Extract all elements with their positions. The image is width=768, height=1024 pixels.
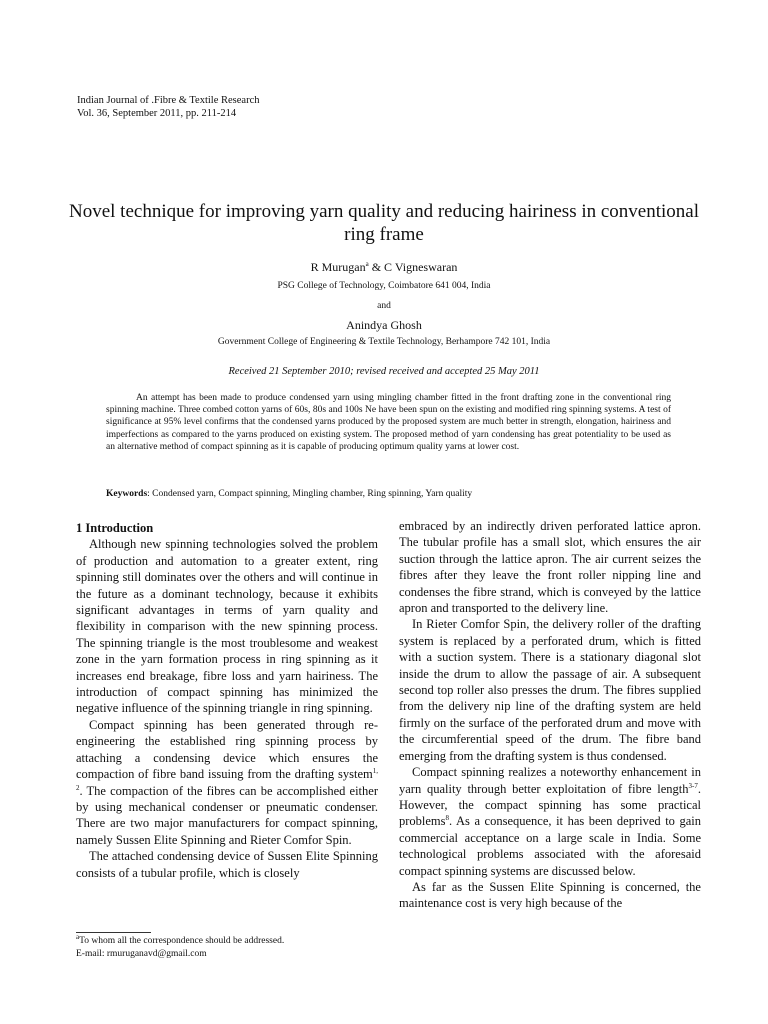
- paragraph: Although new spinning technologies solved the problem of production and automation to a greater extent, ring spinning still dominates over the others and will continue in the future as a dominant technology, because it exhibits significant advantages in terms of yarn quality and flexibility in comparison with the new spinning process. The spinning triangle is the most troublesome and weakest zone in the yarn formation process in ring spinning as it increases end breakage, fibre loss and yarn hairiness. The introduction of compact spinning has minimized the negative influence of the spinning triangle in ring spinning.: [76, 537, 378, 716]
- footnote-divider: [76, 932, 151, 933]
- affiliation: Government College of Engineering & Textile Technology, Berhampore 742 101, India: [217, 337, 551, 347]
- keywords-text: : Condensed yarn, Compact spinning, Mingling chamber, Ring spinning, Yarn quality: [147, 489, 473, 499]
- received-dates: Received 21 September 2010; revised received and accepted 25 May 2011: [228, 366, 540, 377]
- citation: 3-7: [688, 781, 698, 790]
- journal-citation: [77, 94, 259, 120]
- footnote-mark: a: [76, 932, 80, 941]
- article-title: Novel technique for improving yarn quality and reducing hairiness in conventional ring frame: [69, 201, 699, 245]
- affiliation: PSG College of Technology, Coimbatore 641 004, India: [277, 281, 491, 291]
- text-column-right: [399, 518, 701, 912]
- author-name: R Murugan: [310, 260, 366, 274]
- paragraph: In Rieter Comfor Spin, the delivery roller of the drafting system is replaced by a perforated drum, which is fitted with a suction system. There is a stationary diagonal slot inside the drum to allow the passage of air. A subsequent second top roller also presses the drum. The fibres supplied from the delivery nip line of the drafting system are held firmly on the surface of the perforated drum and move with the circumferential speed of the drum. The fibre band emerging from the drafting system is thus condensed.: [399, 617, 701, 763]
- paragraph-text: Compact spinning realizes a noteworthy enhancement in yarn quality through better exploitation of fibre length: [399, 765, 701, 796]
- author-footnote-mark: a: [365, 260, 369, 268]
- citation: 8: [445, 814, 450, 823]
- paragraph-text: . The compaction of the fibres can be accomplished either by using mechanical condenser or pneumatic condenser. There are two major manufacturers for compact spinning, namely Sussen Elite Spinning and Rieter Comfor Spin.: [76, 783, 378, 847]
- keywords-label: Keywords: [106, 489, 148, 499]
- author-separator: &: [368, 260, 385, 274]
- paragraph: embraced by an indirectly driven perforated lattice apron. The tubular profile has a small slot, which ensures the air suction through the lattice apron. The air current seizes the fibres after they leave the front roller nipping line and condenses the fibre strand, which is conveyed by the lattice apron and transported to the delivery line.: [399, 519, 701, 616]
- paragraph-text: Compact spinning has been generated through re-engineering the established ring spinning process by attaching a condensing device which ensures the compaction of fibre band issuing from the drafting system: [76, 717, 378, 782]
- abstract: An attempt has been made to produce condensed yarn using mingling chamber fitted in the front drafting zone in the conventional ring spinning machine. Three combed cotton yarns of 60s, 80s and 100s Ne have been spun on the existing and modified ring spinning systems. A test of significance at 95% level confirms that the condensed yarns produced by the proposed system are much better in strength, elongation, hairiness and imperfections as compared to the yarns produced on existing system. The proposed method of yarn condensing has great potentiality to be used as an alternative method of compact spinning as it is capable of producing optimum quality yarns at lower cost.: [106, 393, 671, 452]
- footnote-text: [76, 932, 285, 948]
- contact-email: E-mail: rmuruganavd@gmail.com: [76, 949, 207, 959]
- journal-name: Indian Journal of .Fibre & Textile Research: [77, 95, 260, 106]
- paragraph-text: . However, the compact spinning has some practical problems: [399, 781, 701, 829]
- author-name: C Vigneswaran: [384, 260, 458, 274]
- paragraph-text: . As a consequence, it has been deprived to gain commercial acceptance on a large scale in India. Some technological problems associated with the aforesaid compact spinning systems are discussed below.: [399, 814, 701, 878]
- keywords: [106, 489, 671, 499]
- footnote-line: To whom all the correspondence should be addressed.: [79, 936, 285, 946]
- citation: 1, 2: [76, 766, 378, 792]
- paragraph: [399, 764, 701, 879]
- paragraph: As far as the Sussen Elite Spinning is concerned, the maintenance cost is very high because of the: [399, 879, 701, 911]
- author-name: Anindya Ghosh: [346, 318, 422, 332]
- authors-line: [0, 260, 768, 275]
- journal-volume: Vol. 36, September 2011, pp. 211-214: [77, 108, 237, 119]
- paragraph: The attached condensing device of Sussen Elite Spinning consists of a tubular profile, which is closely: [76, 849, 378, 880]
- and-separator: and: [377, 301, 391, 311]
- paragraph: [76, 717, 378, 848]
- footnote: [76, 932, 285, 961]
- text-column-left: [76, 520, 378, 881]
- section-heading: 1 Introduction: [76, 521, 154, 535]
